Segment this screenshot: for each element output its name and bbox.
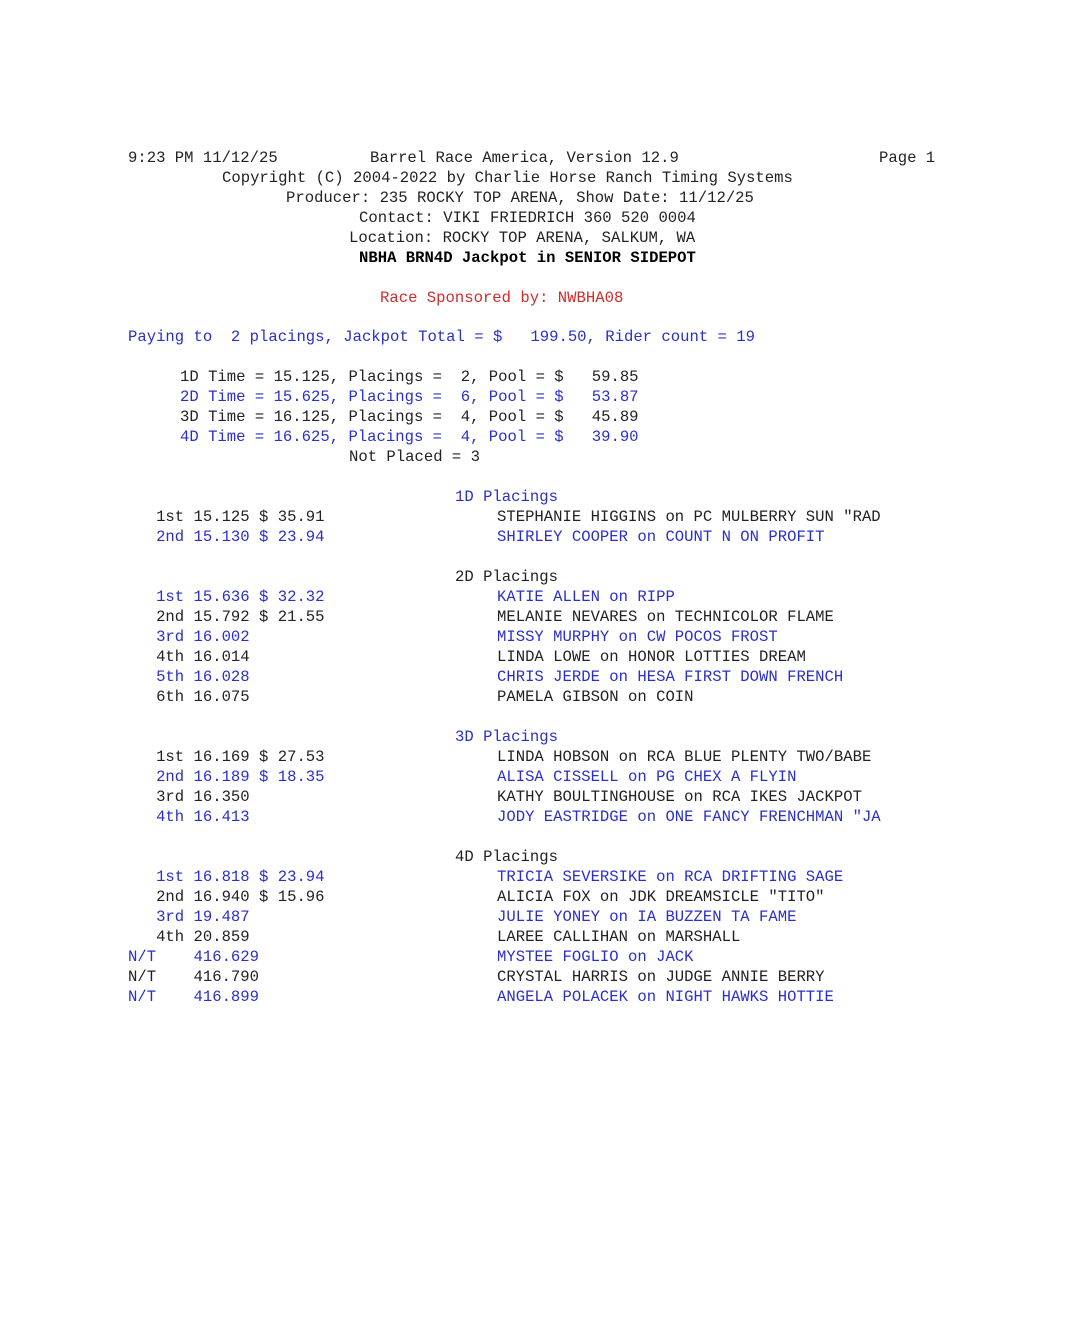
- placing-result: 3rd 19.487: [128, 908, 250, 926]
- app-title: Barrel Race America, Version 12.9: [370, 149, 679, 167]
- rider-horse: LAREE CALLIHAN on MARSHALL: [497, 928, 741, 946]
- rider-horse: MISSY MURPHY on CW POCOS FROST: [497, 628, 778, 646]
- placing-result: 5th 16.028: [128, 668, 250, 686]
- rider-horse: LINDA LOWE on HONOR LOTTIES DREAM: [497, 648, 806, 666]
- rider-horse: MELANIE NEVARES on TECHNICOLOR FLAME: [497, 608, 834, 626]
- rider-horse: KATHY BOULTINGHOUSE on RCA IKES JACKPOT: [497, 788, 862, 806]
- rider-horse: ANGELA POLACEK on NIGHT HAWKS HOTTIE: [497, 988, 834, 1006]
- division-line-3d: 3D Time = 16.125, Placings = 4, Pool = $ 45.89: [180, 408, 639, 426]
- placing-result: N/T 416.629: [128, 948, 260, 966]
- division-line-2d: 2D Time = 15.625, Placings = 6, Pool = $ 53.87: [180, 388, 639, 406]
- placing-result: 1st 16.818 $ 23.94: [128, 868, 325, 886]
- placing-result: N/T 416.790: [128, 968, 260, 986]
- placing-result: 2nd 15.792 $ 21.55: [128, 608, 325, 626]
- placing-result: 3rd 16.002: [128, 628, 250, 646]
- section-title: 3D Placings: [455, 728, 558, 746]
- placing-result: 4th 16.014: [128, 648, 250, 666]
- rider-horse: TRICIA SEVERSIKE on RCA DRIFTING SAGE: [497, 868, 844, 886]
- rider-horse: CRYSTAL HARRIS on JUDGE ANNIE BERRY: [497, 968, 825, 986]
- rider-horse: SHIRLEY COOPER on COUNT N ON PROFIT: [497, 528, 825, 546]
- rider-horse: JULIE YONEY on IA BUZZEN TA FAME: [497, 908, 797, 926]
- location-line: Location: ROCKY TOP ARENA, SALKUM, WA: [349, 229, 696, 247]
- division-line-4d: 4D Time = 16.625, Placings = 4, Pool = $ 39.90: [180, 428, 639, 446]
- placing-result: 2nd 16.940 $ 15.96: [128, 888, 325, 906]
- placing-result: 1st 15.125 $ 35.91: [128, 508, 325, 526]
- placing-result: 1st 16.169 $ 27.53: [128, 748, 325, 766]
- division-line-1d: 1D Time = 15.125, Placings = 2, Pool = $ 59.85: [180, 368, 639, 386]
- event-title: NBHA BRN4D Jackpot in SENIOR SIDEPOT: [359, 249, 696, 267]
- rider-horse: ALICIA FOX on JDK DREAMSICLE "TITO": [497, 888, 825, 906]
- not-placed-count: Not Placed = 3: [349, 448, 481, 466]
- rider-horse: JODY EASTRIDGE on ONE FANCY FRENCHMAN "JA: [497, 808, 881, 826]
- placing-result: 6th 16.075: [128, 688, 250, 706]
- rider-horse: CHRIS JERDE on HESA FIRST DOWN FRENCH: [497, 668, 844, 686]
- rider-horse: LINDA HOBSON on RCA BLUE PLENTY TWO/BABE: [497, 748, 872, 766]
- jackpot-summary: Paying to 2 placings, Jackpot Total = $ 199.50, Rider count = 19: [128, 328, 755, 346]
- section-title: 2D Placings: [455, 568, 558, 586]
- placing-result: 4th 20.859: [128, 928, 250, 946]
- placing-result: 2nd 16.189 $ 18.35: [128, 768, 325, 786]
- copyright-line: Copyright (C) 2004-2022 by Charlie Horse Ranch Timing Systems: [222, 169, 793, 187]
- rider-horse: KATIE ALLEN on RIPP: [497, 588, 675, 606]
- placing-result: 2nd 15.130 $ 23.94: [128, 528, 325, 546]
- rider-horse: STEPHANIE HIGGINS on PC MULBERRY SUN "RAD: [497, 508, 881, 526]
- section-title: 1D Placings: [455, 488, 558, 506]
- contact-line: Contact: VIKI FRIEDRICH 360 520 0004: [359, 209, 696, 227]
- section-title: 4D Placings: [455, 848, 558, 866]
- placing-result: N/T 416.899: [128, 988, 260, 1006]
- placing-result: 1st 15.636 $ 32.32: [128, 588, 325, 606]
- rider-horse: ALISA CISSELL on PG CHEX A FLYIN: [497, 768, 797, 786]
- placing-result: 3rd 16.350: [128, 788, 250, 806]
- page-number: Page 1: [879, 149, 936, 167]
- rider-horse: MYSTEE FOGLIO on JACK: [497, 948, 694, 966]
- rider-horse: PAMELA GIBSON on COIN: [497, 688, 694, 706]
- placing-result: 4th 16.413: [128, 808, 250, 826]
- producer-line: Producer: 235 ROCKY TOP ARENA, Show Date: 11/12/25: [286, 189, 754, 207]
- sponsor-line: Race Sponsored by: NWBHA08: [380, 289, 624, 307]
- print-timestamp: 9:23 PM 11/12/25: [128, 149, 278, 167]
